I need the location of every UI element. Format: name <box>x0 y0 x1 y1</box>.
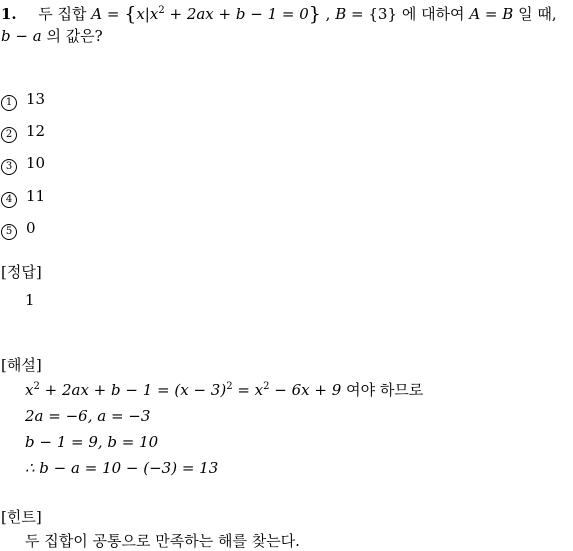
set-rest: + 2ax + b − 1 = 0 <box>169 5 309 23</box>
target-expression: b − a <box>1 27 42 45</box>
question-line-1 <box>1 4 557 24</box>
question-text-c: 일 때, <box>518 5 557 23</box>
choice-5[interactable] <box>1 218 36 240</box>
expr-part: x <box>25 381 34 399</box>
equals-sign: = <box>106 5 120 23</box>
expr-part: − 6x + 9 <box>274 381 342 399</box>
condition: A = B <box>469 5 514 23</box>
explanation-label: [해설] <box>1 356 42 374</box>
choice-value: 12 <box>26 122 46 140</box>
expr-part: + 2ax + b − 1 = (x − 3) <box>44 381 227 399</box>
explanation-line-4: ∴ b − a = 10 − (−3) = 13 <box>25 459 219 477</box>
choice-value: 11 <box>26 187 46 205</box>
choice-marker: 3 <box>1 159 17 175</box>
question-number: 1. <box>1 5 17 23</box>
set-open-brace: { <box>124 3 137 25</box>
question-text-d: 의 값은? <box>46 27 103 45</box>
answer-label: [정답] <box>1 263 42 281</box>
hint-text: 두 집합이 공통으로 만족하는 해를 찾는다. <box>25 532 300 550</box>
set-b-value: {3} <box>368 5 398 23</box>
choice-2[interactable] <box>1 121 45 143</box>
explanation-line-1 <box>25 380 423 400</box>
set-close-brace: } <box>308 3 321 25</box>
question-text-b: 에 대하여 <box>401 5 465 23</box>
choice-1[interactable] <box>1 89 45 111</box>
question-line-2 <box>1 26 103 46</box>
choice-marker: 2 <box>1 127 17 143</box>
explanation-line-3: b − 1 = 9, b = 10 <box>25 433 159 451</box>
set-a-name: A <box>91 5 103 23</box>
choice-marker: 1 <box>1 95 17 111</box>
comma: , <box>325 5 331 23</box>
explanation-text: 여야 하므로 <box>346 381 424 399</box>
expr-part: = x <box>237 381 264 399</box>
choice-value: 13 <box>26 90 46 108</box>
answer-value: 1 <box>25 291 35 309</box>
exponent: 2 <box>226 381 233 392</box>
set-exponent: 2 <box>158 5 165 16</box>
question-text-a: 두 집합 <box>38 5 87 23</box>
choice-value: 10 <box>26 154 46 172</box>
set-b-name: B <box>335 5 347 23</box>
explanation-line-2: 2a = −6, a = −3 <box>25 407 151 425</box>
choice-3[interactable] <box>1 153 45 175</box>
exponent: 2 <box>33 381 40 392</box>
choice-value: 0 <box>26 219 36 237</box>
hint-label: [힌트] <box>1 508 42 526</box>
equals-sign-2: = <box>351 5 364 23</box>
choice-marker: 5 <box>1 224 17 240</box>
choice-marker: 4 <box>1 192 17 208</box>
exponent: 2 <box>263 381 270 392</box>
set-builder: x|x <box>136 5 159 23</box>
choice-4[interactable] <box>1 186 45 208</box>
